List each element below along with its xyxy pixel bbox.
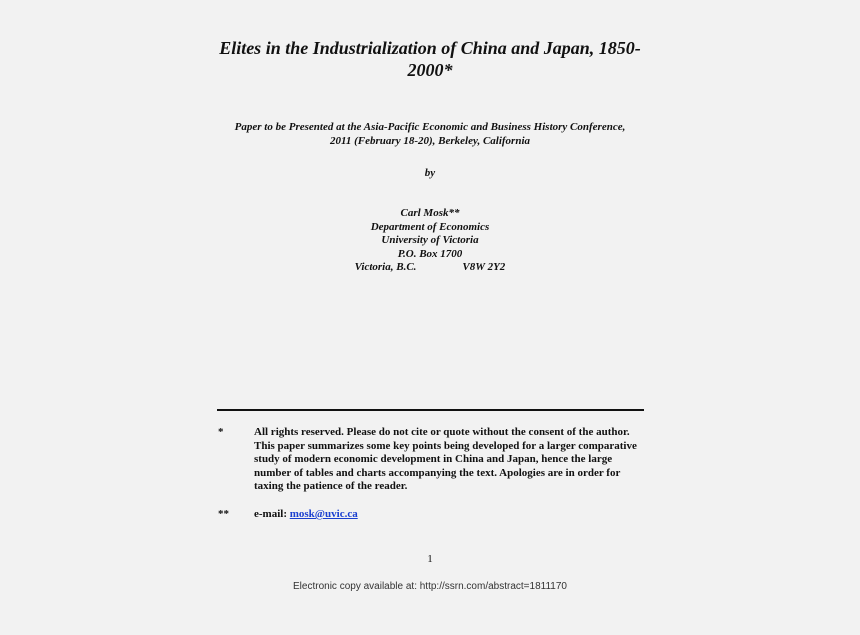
footnote-1-text: All rights reserved. Please do not cite or quote without the consent of the author. This paper summarizes some key points being developed for a larger comparative study of modern economic development in China and Japan, hence the large number of tables and charts accompanying the text. Apologies are in order for taxing the patience of the reader. xyxy=(254,426,637,492)
by-label: by xyxy=(424,167,436,179)
author-address xyxy=(0,207,860,275)
author-po-box: P.O. Box 1700 xyxy=(397,247,463,260)
paper-title-line2: 2000* xyxy=(407,60,453,80)
conference-line1: Paper to be Presented at the Asia-Pacific Economic and Business History Conference, xyxy=(234,121,626,133)
author-city-line xyxy=(0,261,860,275)
author-department: Department of Economics xyxy=(370,220,490,233)
page-number: 1 xyxy=(427,553,433,565)
conference-note xyxy=(0,120,860,148)
ssrn-notice: Electronic copy available at: http://ssrn.com/abstract=1811170 xyxy=(293,581,567,592)
footnote-2-text xyxy=(254,508,648,522)
footnote-divider xyxy=(217,409,644,411)
email-link[interactable]: mosk@uvic.ca xyxy=(289,508,358,520)
paper-title xyxy=(0,37,860,81)
footnote-2-mark: ** xyxy=(218,508,229,520)
footnote-1-mark: * xyxy=(218,426,224,438)
email-label: e-mail: xyxy=(254,508,287,520)
author-postal-code: V8W 2Y2 xyxy=(462,261,506,273)
paper-title-line1: Elites in the Industrialization of China and Japan, 1850- xyxy=(219,38,641,58)
conference-line2: 2011 (February 18-20), Berkeley, California xyxy=(329,135,531,147)
author-university: University of Victoria xyxy=(381,234,479,246)
author-city: Victoria, B.C. xyxy=(354,261,417,273)
author-name: Carl Mosk** xyxy=(400,207,460,219)
